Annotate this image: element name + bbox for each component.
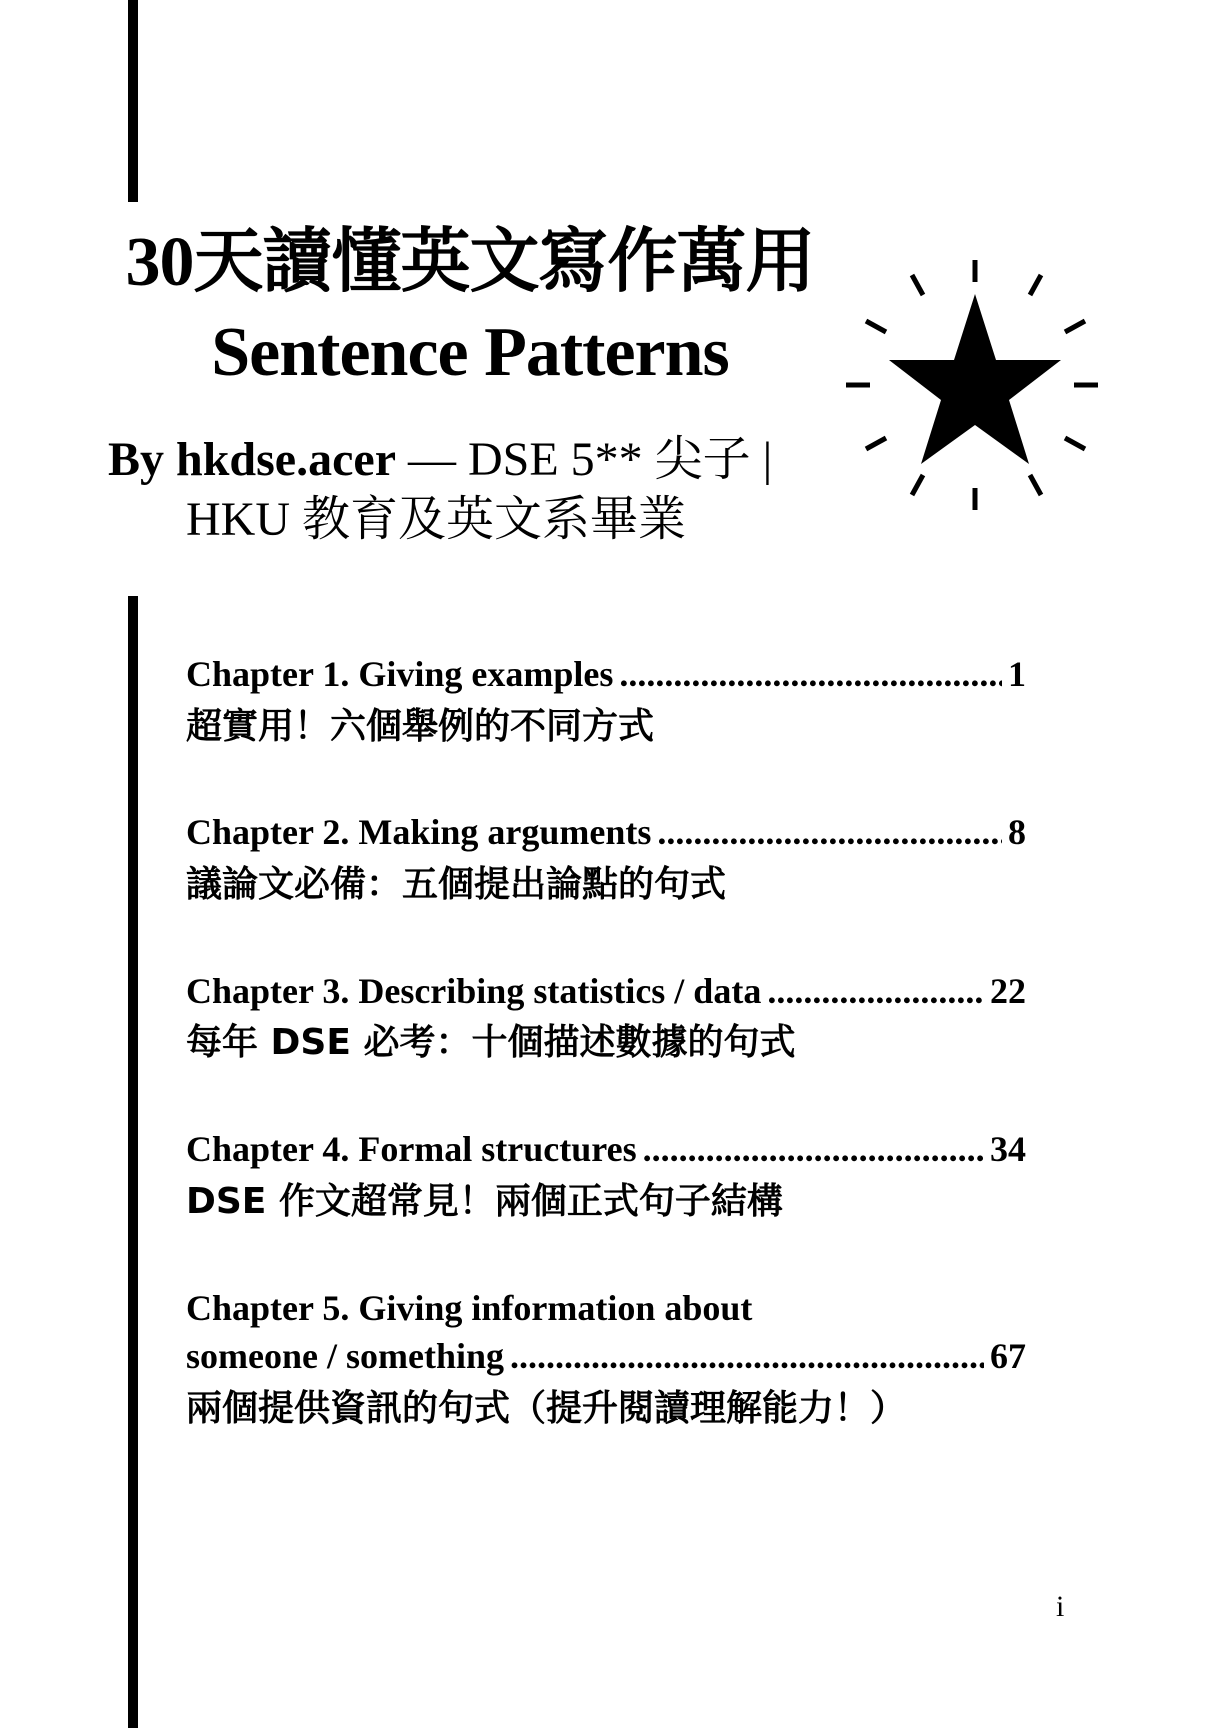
author-credentials: — DSE 5** 尖子 | [396,433,773,486]
toc-leader-dots [657,808,1002,857]
toc-entry-1[interactable] [186,650,1026,754]
toc-entry-1-title: Chapter 1. Giving examples [186,654,614,694]
sparkle-star-icon [846,256,1106,516]
byline-line-2: HKU 教育及英文系畢業 [186,493,686,546]
toc-entry-4-subtitle: DSE 作文超常見！兩個正式句子結構 [186,1180,783,1222]
toc-entry-3-subtitle: 每年 DSE 必考：十個描述數據的句式 [186,1022,796,1064]
toc-entry-4-page: 34 [990,1129,1026,1170]
toc-entry-2[interactable] [186,808,1026,912]
toc-entry-5-subtitle: 兩個提供資訊的句式（提升閱讀理解能力！） [186,1387,907,1429]
byline-line-1 [108,433,773,486]
toc-entry-5[interactable] [186,1284,1026,1437]
decorative-bar-left [128,596,138,1728]
toc-leader-dots [510,1332,984,1381]
toc-entry-5-title-line-2: someone / something [186,1336,504,1377]
decorative-bar-top [128,0,138,202]
title-line-1: 30天讀懂英文寫作萬用 [125,224,815,301]
toc-entry-3-page: 22 [990,970,1026,1011]
title-line-2: Sentence Patterns [211,314,729,391]
toc-entry-4-title: Chapter 4. Formal structures [186,1129,637,1170]
toc-leader-dots [619,650,1002,699]
table-of-contents [186,650,1026,1491]
toc-leader-dots [643,1125,984,1174]
toc-entry-5-page: 67 [990,1336,1026,1377]
author-name: By hkdse.acer [108,433,396,486]
toc-entry-4[interactable] [186,1125,1026,1229]
toc-leader-dots [767,967,984,1016]
toc-entry-2-title: Chapter 2. Making arguments [186,812,652,853]
toc-entry-5-title-line-1: Chapter 5. Giving information about [186,1287,753,1328]
page-number: i [1056,1590,1065,1623]
toc-entry-2-page: 8 [1008,812,1026,853]
toc-entry-1-subtitle: 超實用！六個舉例的不同方式 [186,705,655,747]
toc-entry-3-title: Chapter 3. Describing statistics / data [186,970,762,1011]
toc-entry-3[interactable] [186,967,1026,1071]
toc-entry-2-subtitle: 議論文必備：五個提出論點的句式 [186,863,727,905]
toc-entry-1-page: 1 [1008,654,1026,694]
